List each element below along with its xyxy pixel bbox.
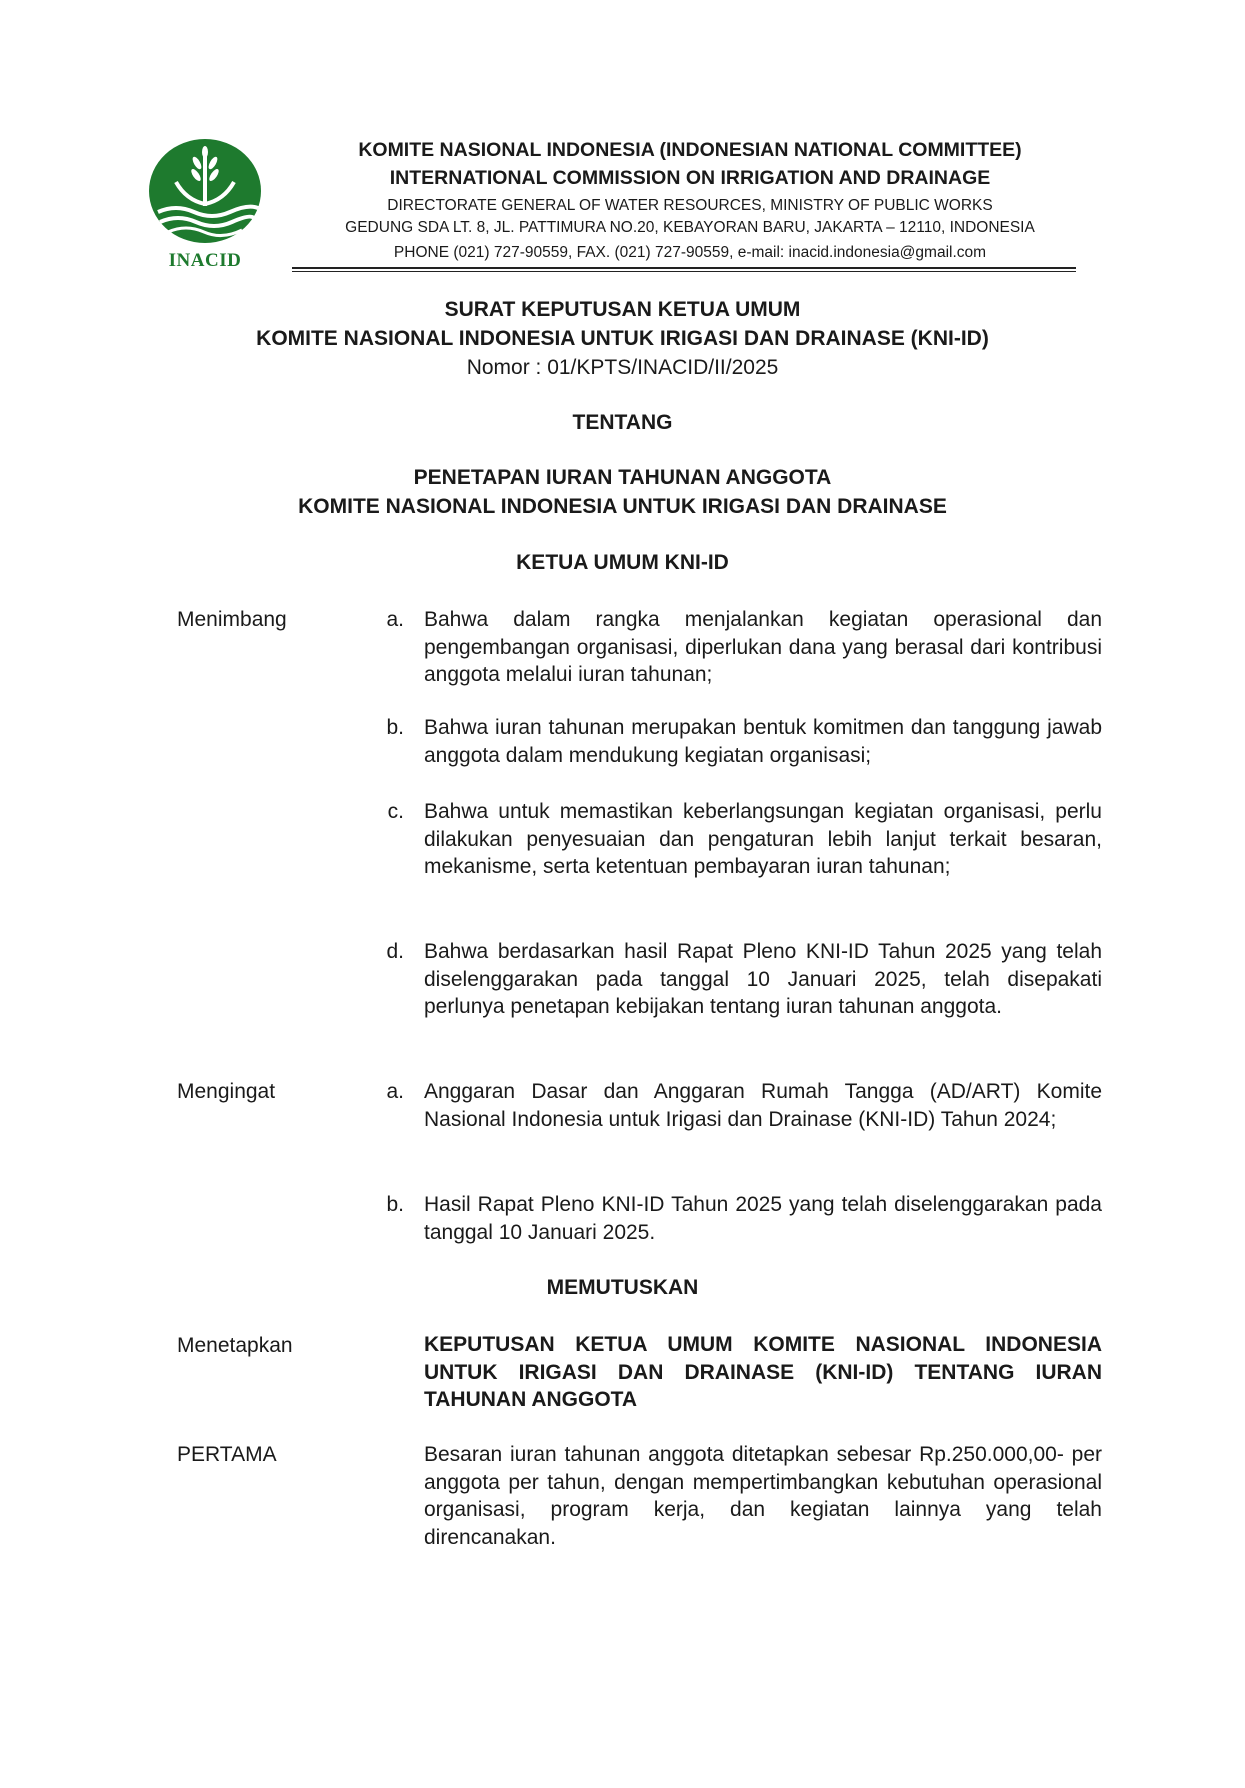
authority-heading: KETUA UMUM KNI-ID	[516, 551, 729, 574]
letterhead-divider-thin	[292, 271, 1076, 272]
decree-title: SURAT KEPUTUSAN KETUA UMUM	[444, 298, 801, 321]
menimbang-label: Menimbang	[177, 608, 287, 631]
subject-line-2: KOMITE NASIONAL INDONESIA UNTUK IRIGASI DAN DRAINASE	[298, 495, 947, 518]
tentang-heading: TENTANG	[572, 411, 673, 434]
letterhead-address: GEDUNG SDA LT. 8, JL. PATTIMURA NO.20, KEBAYORAN BARU, JAKARTA – 12110, INDONESIA	[345, 219, 1035, 236]
wheat-water-emblem-icon	[146, 138, 264, 250]
letterhead-commission: INTERNATIONAL COMMISSION ON IRRIGATION AND DRAINAGE	[389, 167, 991, 189]
letterhead-directorate: DIRECTORATE GENERAL OF WATER RESOURCES, MINISTRY OF PUBLIC WORKS	[387, 197, 993, 214]
decree-number: Nomor : 01/KPTS/INACID/II/2025	[466, 356, 779, 379]
menimbang-b-marker: b.	[386, 716, 404, 739]
letterhead-contact: PHONE (021) 727-90559, FAX. (021) 727-90559, e-mail: inacid.indonesia@gmail.com	[393, 244, 987, 261]
letterhead-divider	[292, 267, 1076, 269]
menetapkan-label: Menetapkan	[177, 1334, 293, 1357]
mengingat-label: Mengingat	[177, 1080, 276, 1103]
menimbang-a-marker: a.	[386, 608, 404, 631]
subject-line-1: PENETAPAN IURAN TAHUNAN ANGGOTA	[413, 466, 832, 489]
menimbang-c-text: Bahwa untuk memastikan keberlangsungan kegiatan organisasi, perlu dilakukan penyesuaian dan pengaturan lebih lanjut terkait besaran, mekanisme, serta ketentuan pembayaran iuran tahunan;	[424, 800, 1102, 879]
menimbang-d-marker: d.	[386, 940, 404, 963]
menimbang-d-text: Bahwa berdasarkan hasil Rapat Pleno KNI-ID Tahun 2025 yang telah diselenggarakan pada tanggal 10 Januari 2025, telah disepakati perlunya penetapan kebijakan tentang iuran tahunan anggota.	[424, 940, 1102, 1019]
menimbang-a-text: Bahwa dalam rangka menjalankan kegiatan operasional dan pengembangan organisasi, diperlukan dana yang berasal dari kontribusi anggota melalui iuran tahunan;	[424, 608, 1102, 687]
mengingat-b-text: Hasil Rapat Pleno KNI-ID Tahun 2025 yang telah diselenggarakan pada tanggal 10 Januari 2025.	[424, 1193, 1102, 1244]
pertama-label: PERTAMA	[177, 1443, 277, 1466]
menimbang-c-marker: c.	[387, 800, 404, 823]
inacid-logo	[146, 138, 264, 270]
menimbang-b-text: Bahwa iuran tahunan merupakan bentuk komitmen dan tanggung jawab anggota dalam mendukung kegiatan organisasi;	[424, 716, 1102, 767]
logo-text: INACID	[168, 250, 242, 271]
letterhead-committee: KOMITE NASIONAL INDONESIA (INDONESIAN NATIONAL COMMITTEE)	[358, 139, 1022, 161]
memutuskan-heading: MEMUTUSKAN	[546, 1276, 699, 1299]
decree-organization: KOMITE NASIONAL INDONESIA UNTUK IRIGASI DAN DRAINASE (KNI-ID)	[256, 327, 989, 350]
menetapkan-text: KEPUTUSAN KETUA UMUM KOMITE NASIONAL INDONESIA UNTUK IRIGASI DAN DRAINASE (KNI-ID) TENTANG IURAN TAHUNAN ANGGOTA	[424, 1333, 1102, 1412]
mengingat-b-marker: b.	[386, 1193, 404, 1216]
mengingat-a-text: Anggaran Dasar dan Anggaran Rumah Tangga (AD/ART) Komite Nasional Indonesia untuk Irigasi dan Drainase (KNI-ID) Tahun 2024;	[424, 1080, 1102, 1131]
mengingat-a-marker: a.	[386, 1080, 404, 1103]
pertama-text: Besaran iuran tahunan anggota ditetapkan sebesar Rp.250.000,00- per anggota per tahun, dengan mempertimbangkan kebutuhan operasional organisasi, program kerja, dan kegiatan lainnya yang telah direncanakan.	[424, 1443, 1102, 1549]
